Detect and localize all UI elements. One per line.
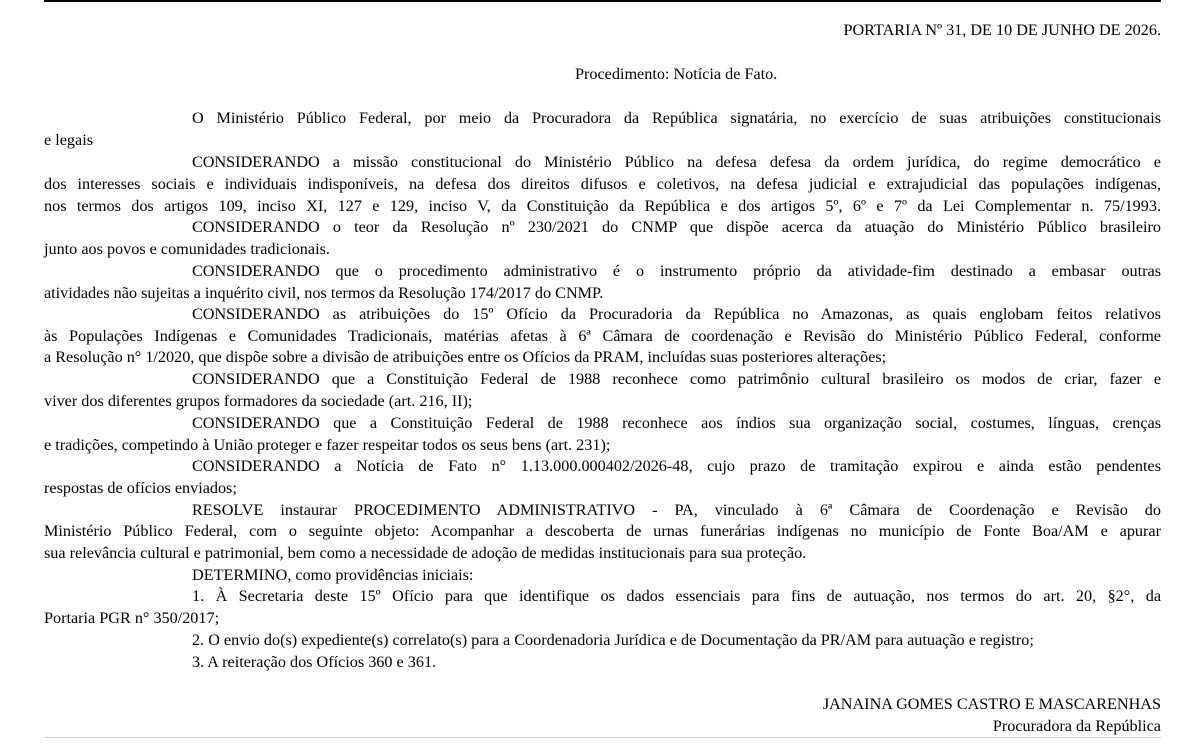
considerando-4-line-2: às Populações Indígenas e Comunidades Tradicionais, matérias afetas à 6ª Câmara de coordenação e Revisão do Ministério Público Federal, conforme [44, 327, 1161, 345]
considerando-3-line-1: CONSIDERANDO que o procedimento administrativo é o instrumento próprio da atividade-fim destinado a embasar outras [192, 262, 1161, 280]
considerando-4-line-1: CONSIDERANDO as atribuições do 15º Ofício da Procuradoria da República no Amazonas, as quais englobam feitos relativos [192, 305, 1161, 323]
considerando-1-line-1: CONSIDERANDO a missão constitucional do Ministério Público na defesa defesa da ordem jurídica, do regime democrático e [192, 153, 1161, 171]
top-border [44, 0, 1161, 2]
intro-line-2: e legais [44, 131, 93, 149]
portaria-title: PORTARIA Nº 31, DE 10 DE JUNHO DE 2026. [843, 21, 1161, 39]
considerando-1-line-2: dos interesses sociais e individuais indisponíveis, na defesa dos direitos difusos e coletivos, na defesa judicial e extrajudicial das populações indígenas, [44, 175, 1161, 193]
resolve-line-3: sua relevância cultural e patrimonial, bem como a necessidade de adoção de medidas institucionais para sua proteção. [44, 544, 807, 562]
considerando-6-line-1: CONSIDERANDO que a Constituição Federal de 1988 reconhece aos índios sua organização social, costumes, línguas, crenças [192, 414, 1161, 432]
considerando-1-line-3: nos termos dos artigos 109, inciso XI, 127 e 129, inciso V, da Constituição da República e dos artigos 5º, 6º e 7º da Lei Complementar n. 75/1993. [44, 197, 1161, 215]
item-3-line: 3. A reiteração dos Ofícios 360 e 361. [192, 653, 437, 671]
considerando-5-line-2: viver dos diferentes grupos formadores da sociedade (art. 216, II); [44, 392, 473, 410]
considerando-4-line-3: a Resolução n° 1/2020, que dispõe sobre a divisão de atribuições entre os Ofícios da PRAM, incluídas suas posteriores alterações; [44, 348, 887, 366]
considerando-2-line-2: junto aos povos e comunidades tradicionais. [44, 240, 330, 258]
considerando-7-line-1: CONSIDERANDO a Notícia de Fato n° 1.13.000.000402/2026-48, cujo prazo de tramitação expirou e ainda estão pendentes [192, 457, 1161, 475]
item-1-line-1: 1. À Secretaria deste 15º Ofício para que identifique os dados essenciais para fins de autuação, nos termos do art. 20, §2°, da [192, 587, 1161, 605]
signature-role: Procuradora da República [992, 717, 1161, 735]
resolve-line-2: Ministério Público Federal, com o seguinte objeto: Acompanhar a descoberta de urnas funerárias indígenas no município de Fonte Boa/AM e apurar [44, 522, 1161, 540]
item-1-line-2: Portaria PGR n° 350/2017; [44, 609, 220, 627]
intro-line-1: O Ministério Público Federal, por meio da Procuradora da República signatária, no exercício de suas atribuições constitucionais [192, 109, 1161, 127]
resolve-line-1: RESOLVE instaurar PROCEDIMENTO ADMINISTRATIVO - PA, vinculado à 6ª Câmara de Coordenação e Revisão do [192, 501, 1161, 519]
item-2-line: 2. O envio do(s) expediente(s) correlato(s) para a Coordenadoria Jurídica e de Documentação da PR/AM para autuação e registro; [192, 631, 1034, 649]
portaria-document [44, 0, 1161, 752]
bottom-border [44, 737, 1161, 738]
considerando-7-line-2: respostas de ofícios enviados; [44, 479, 237, 497]
considerando-6-line-2: e tradições, competindo à União proteger e fazer respeitar todos os seus bens (art. 231); [44, 436, 611, 454]
considerando-5-line-1: CONSIDERANDO que a Constituição Federal de 1988 reconhece como patrimônio cultural brasileiro os modos de criar, fazer e [192, 370, 1161, 388]
procedimento-line: Procedimento: Notícia de Fato. [575, 65, 778, 83]
considerando-2-line-1: CONSIDERANDO o teor da Resolução nº 230/2021 do CNMP que dispõe acerca da atuação do Ministério Público brasileiro [192, 218, 1161, 236]
determino-line: DETERMINO, como providências iniciais: [192, 566, 474, 584]
signature-name: JANAINA GOMES CASTRO E MASCARENHAS [822, 695, 1161, 713]
considerando-3-line-2: atividades não sujeitas a inquérito civil, nos termos da Resolução 174/2017 do CNMP. [44, 284, 604, 302]
